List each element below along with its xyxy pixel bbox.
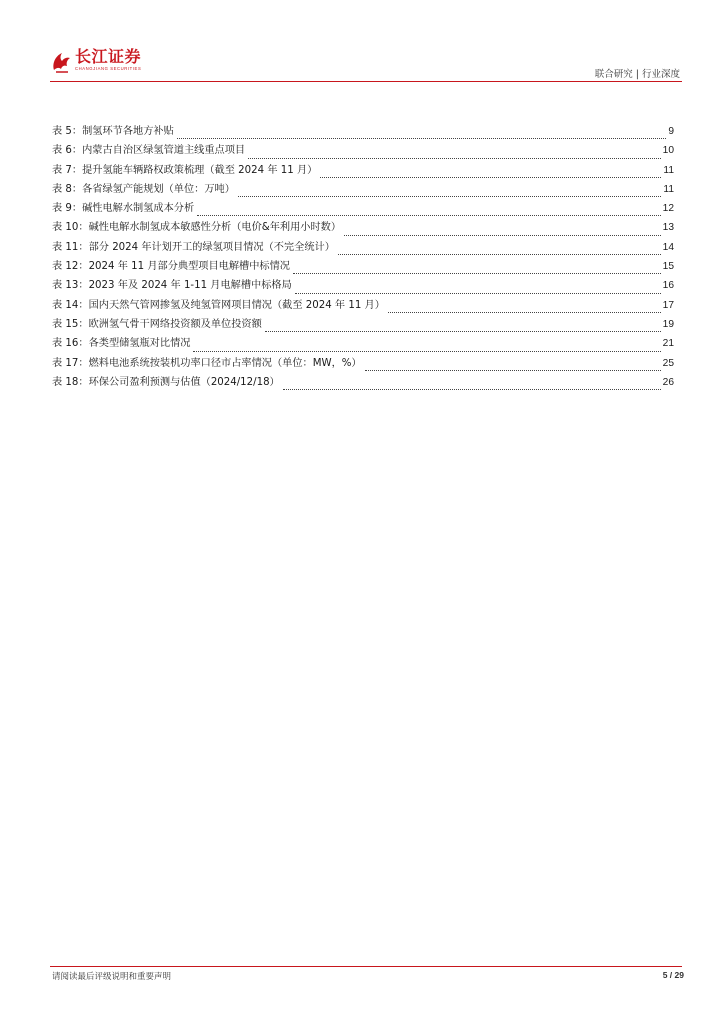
toc-entry-page: 12 — [662, 203, 674, 215]
toc-entry-page: 26 — [662, 376, 674, 388]
toc-entry-page: 16 — [662, 280, 674, 292]
toc-entry-label: 表 5： — [52, 126, 83, 137]
table-of-contents — [52, 125, 674, 395]
toc-entry[interactable] — [52, 279, 674, 298]
toc-entry-title: 制氢环节各地方补贴 — [82, 126, 174, 137]
logo-chinese-name: 长江证券 — [75, 47, 142, 66]
toc-entry[interactable] — [52, 376, 674, 395]
toc-entry-title: 欧洲氢气骨干网络投资额及单位投资额 — [88, 318, 262, 330]
company-logo — [50, 48, 141, 78]
toc-entry-label: 表 12： — [52, 261, 89, 273]
toc-entry-label: 表 11： — [52, 241, 89, 253]
toc-dot-leader — [283, 389, 661, 390]
toc-entry-title: 2024 年 11 月部分典型项目电解槽中标情况 — [88, 261, 290, 273]
toc-entry-title: 内蒙古自治区绿氢管道主线重点项目 — [82, 145, 246, 157]
toc-entry[interactable] — [52, 221, 674, 240]
toc-entry[interactable] — [52, 144, 674, 163]
toc-dot-leader — [295, 293, 661, 294]
toc-entry[interactable] — [52, 183, 674, 202]
toc-entry-title: 碱性电解水制氢成本分析 — [82, 203, 195, 215]
toc-dot-leader — [265, 331, 661, 332]
toc-entry-label: 表 7： — [52, 164, 83, 176]
toc-entry-page: 19 — [662, 318, 674, 330]
toc-entry-label: 表 17： — [52, 357, 89, 369]
footer-divider — [50, 966, 682, 967]
toc-dot-leader — [293, 273, 661, 274]
toc-entry[interactable] — [52, 164, 674, 183]
toc-entry-title: 碱性电解水制氢成本敏感性分析（电价&年利用小时数） — [88, 222, 342, 234]
toc-entry-page: 11 — [663, 164, 674, 176]
toc-entry-label: 表 9： — [52, 203, 83, 215]
toc-entry-page: 14 — [662, 241, 674, 253]
toc-entry[interactable] — [52, 357, 674, 376]
toc-entry-label: 表 18： — [52, 376, 89, 388]
toc-dot-leader — [238, 196, 662, 197]
page-number: 5 / 29 — [662, 970, 684, 980]
report-category: 联合研究 | 行业深度 — [594, 69, 680, 80]
toc-entry-label: 表 16： — [52, 338, 89, 350]
toc-entry[interactable] — [52, 241, 674, 260]
toc-entry[interactable] — [52, 202, 674, 221]
toc-entry[interactable] — [52, 299, 674, 318]
toc-dot-leader — [197, 215, 660, 216]
footer-disclaimer: 请阅读最后评级说明和重要声明 — [52, 972, 172, 982]
toc-entry-page: 9 — [668, 126, 674, 137]
toc-entry[interactable] — [52, 337, 674, 356]
toc-entry-title: 各省绿氢产能规划（单位：万吨） — [82, 183, 235, 195]
toc-dot-leader — [344, 235, 661, 236]
toc-entry-title: 提升氢能车辆路权政策梳理（截至 2024 年 11 月） — [82, 164, 318, 176]
toc-entry-label: 表 14： — [52, 299, 89, 311]
toc-entry-title: 部分 2024 年计划开工的绿氢项目情况（不完全统计） — [88, 241, 335, 253]
toc-entry[interactable] — [52, 318, 674, 337]
toc-entry-label: 表 10： — [52, 222, 89, 234]
toc-entry-page: 10 — [662, 145, 674, 157]
toc-dot-leader — [177, 138, 667, 139]
toc-entry-title: 2023 年及 2024 年 1-11 月电解槽中标格局 — [88, 280, 292, 292]
toc-dot-leader — [365, 370, 661, 371]
toc-entry-page: 15 — [662, 261, 674, 273]
toc-entry-page: 25 — [662, 357, 674, 369]
toc-dot-leader — [248, 158, 661, 159]
toc-entry-title: 国内天然气管网掺氢及纯氢管网项目情况（截至 2024 年 11 月） — [88, 299, 385, 311]
toc-entry-page: 17 — [662, 299, 674, 311]
toc-entry-page: 11 — [663, 183, 674, 195]
toc-dot-leader — [193, 351, 660, 352]
toc-dot-leader — [320, 177, 661, 178]
phoenix-logo-icon — [50, 50, 72, 74]
toc-entry-title: 各类型储氢瓶对比情况 — [88, 338, 191, 350]
toc-entry-label: 表 6： — [52, 145, 83, 157]
toc-entry-title: 燃料电池系统按装机功率口径市占率情况（单位：MW，%） — [88, 357, 362, 369]
page-header — [50, 48, 682, 84]
toc-dot-leader — [388, 312, 661, 313]
toc-entry-label: 表 8： — [52, 183, 83, 195]
toc-entry[interactable] — [52, 260, 674, 279]
header-divider — [50, 81, 682, 82]
toc-entry-page: 13 — [662, 222, 674, 234]
toc-entry-label: 表 13： — [52, 280, 89, 292]
toc-entry[interactable] — [52, 125, 674, 144]
toc-dot-leader — [338, 254, 661, 255]
toc-entry-title: 环保公司盈利预测与估值（2024/12/18） — [88, 376, 280, 388]
toc-entry-label: 表 15： — [52, 318, 89, 330]
toc-entry-page: 21 — [662, 338, 674, 350]
logo-english-name: CHANGJIANG SECURITIES — [75, 66, 142, 71]
